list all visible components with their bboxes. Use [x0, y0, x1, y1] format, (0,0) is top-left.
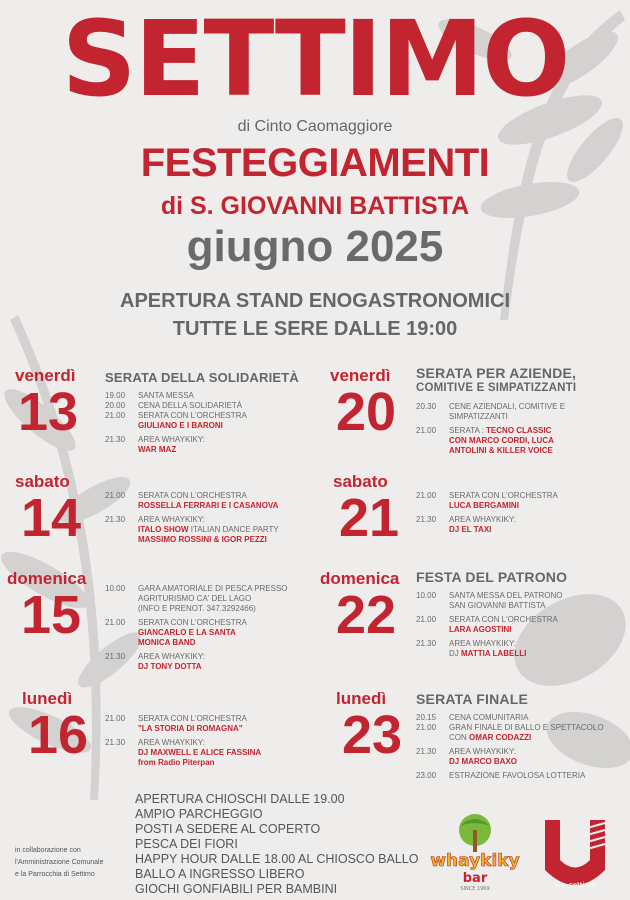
schedule-row — [105, 421, 310, 431]
schedule-desc: SIMPATIZZANTI — [449, 412, 508, 421]
schedule-time: 21.00 — [416, 426, 437, 435]
day-name: lunedì — [336, 689, 387, 708]
desc-part: ITALIAN DANCE PARTY — [188, 525, 279, 534]
day-name: sabato — [15, 472, 70, 491]
us-label: u.s. settimo — [554, 881, 596, 889]
events-21 — [416, 491, 621, 535]
event-heading-2: COMITIVE E SIMPATIZZANTI — [416, 382, 577, 394]
collab-line: e la Parrocchia di Settimo — [15, 871, 95, 878]
schedule-time — [416, 757, 449, 767]
schedule-row — [416, 713, 621, 723]
schedule-row — [416, 412, 626, 422]
schedule-time: 21.00 — [105, 618, 126, 627]
schedule-desc: GIANCARLO E LA SANTA — [138, 628, 236, 637]
schedule-time: 10.00 — [416, 591, 437, 600]
festivity-heading: FESTEGGIAMENTI — [140, 141, 490, 185]
info-item: PESCA DEI FIORI — [135, 837, 238, 851]
schedule-desc: DJ MARCO BAXO — [449, 757, 518, 766]
events-13 — [105, 370, 310, 455]
schedule-row — [416, 591, 621, 601]
logo-bar: bar — [462, 871, 488, 886]
us-settimo-logo — [540, 815, 610, 895]
schedule-row — [416, 402, 626, 412]
schedule-time — [105, 604, 138, 614]
day-name: domenica — [320, 569, 400, 588]
schedule-time — [416, 501, 449, 511]
schedule-time — [416, 733, 449, 743]
schedule-time — [105, 445, 138, 455]
schedule-row — [105, 445, 310, 455]
schedule-time: 20.15 — [416, 713, 437, 722]
logo-word: whaykiky — [430, 851, 520, 871]
schedule-row — [105, 652, 310, 662]
schedule-row — [105, 638, 310, 648]
schedule-desc: AREA WHAYKIKY: — [138, 652, 205, 661]
schedule-time — [105, 724, 138, 734]
schedule-desc: SERATA CON L'ORCHESTRA — [449, 615, 558, 624]
schedule-row — [416, 649, 621, 659]
day-16 — [22, 689, 89, 765]
schedule-row — [105, 501, 310, 511]
desc-part: OMAR CODAZZI — [469, 733, 532, 742]
schedule-desc — [449, 733, 621, 743]
schedule-row — [416, 747, 621, 757]
day-name: sabato — [333, 472, 388, 491]
opening-line-1: APERTURA STAND ENOGASTRONOMICI — [120, 290, 510, 312]
desc-part: CON — [449, 733, 469, 742]
schedule-desc: SAN GIOVANNI BATTISTA — [449, 601, 546, 610]
opening-line-2: TUTTE LE SERE DALLE 19:00 — [172, 318, 458, 340]
schedule-row — [105, 628, 310, 638]
info-item: HAPPY HOUR DALLE 18.00 AL CHIOSCO BALLO — [135, 852, 419, 866]
schedule-desc: SERATA CON L'ORCHESTRA — [138, 411, 247, 420]
schedule-row — [105, 515, 310, 525]
schedule-time: 21.00 — [416, 491, 437, 500]
schedule-desc: GARA AMATORIALE DI PESCA PRESSO — [138, 584, 288, 593]
schedule-row — [416, 757, 621, 767]
schedule-desc: WAR MAZ — [138, 445, 177, 454]
day-number: 22 — [336, 585, 397, 645]
day-number: 16 — [28, 705, 89, 765]
schedule-desc: DJ TONY DOTTA — [138, 662, 202, 671]
schedule-desc: ROSSELLA FERRARI E I CASANOVA — [138, 501, 279, 510]
schedule-time — [416, 649, 449, 659]
day-number: 13 — [18, 382, 79, 442]
schedule-row — [416, 436, 626, 446]
schedule-time: 21.30 — [105, 435, 126, 444]
schedule-row — [416, 491, 621, 501]
schedule-desc: SANTA MESSA — [138, 391, 194, 400]
event-heading: FESTA DEL PATRONO — [416, 569, 568, 585]
schedule-time: 21.30 — [416, 515, 437, 524]
desc-part: ITALO SHOW — [138, 525, 189, 534]
schedule-desc: SERATA CON L'ORCHESTRA — [449, 491, 558, 500]
schedule-row — [416, 601, 621, 611]
event-heading: SERATA PER AZIENDE, — [416, 365, 577, 381]
schedule-desc: SANTA MESSA DEL PATRONO — [449, 591, 563, 600]
schedule-row — [105, 435, 310, 445]
schedule-time — [105, 628, 138, 638]
schedule-row — [416, 625, 621, 635]
desc-part: SERATA : — [449, 426, 487, 435]
schedule-time — [416, 625, 449, 635]
events-20 — [416, 366, 626, 456]
schedule-time — [416, 436, 449, 446]
desc-part: DJ — [449, 649, 461, 658]
info-item: APERTURA CHIOSCHI DALLE 19.00 — [135, 792, 345, 806]
schedule-desc: ANTOLINI & KILLER VOICE — [449, 446, 553, 455]
schedule-desc: LUCA BERGAMINI — [449, 501, 519, 510]
info-item: BALLO A INGRESSO LIBERO — [135, 867, 305, 881]
schedule-desc: ESTRAZIONE FAVOLOSA LOTTERIA — [449, 771, 586, 780]
schedule-row — [416, 426, 626, 436]
schedule-time: 21.30 — [416, 639, 437, 648]
day-name: domenica — [7, 569, 87, 588]
schedule-desc: AREA WHAYKIKY: — [449, 747, 516, 756]
desc-part: MATTIA LABELLI — [461, 649, 527, 658]
schedule-desc: SERATA CON L'ORCHESTRA — [138, 491, 247, 500]
schedule-row — [416, 446, 626, 456]
schedule-desc: AREA WHAYKIKY: — [138, 515, 205, 524]
day-name: venerdì — [330, 366, 391, 385]
schedule-time — [416, 412, 449, 422]
day-number: 23 — [342, 705, 403, 765]
schedule-desc: SERATA CON L'ORCHESTRA — [138, 714, 247, 723]
schedule-row — [105, 584, 310, 594]
schedule-desc: CON MARCO CORDI, LUCA — [449, 436, 554, 445]
day-name: venerdì — [15, 366, 76, 385]
schedule-row — [105, 724, 310, 734]
day-number: 14 — [21, 488, 82, 548]
schedule-desc: CENA DELLA SOLIDARIETÀ — [138, 401, 243, 410]
schedule-row — [105, 491, 310, 501]
schedule-time — [105, 501, 138, 511]
day-15 — [7, 569, 87, 645]
schedule-time — [105, 748, 138, 758]
schedule-row — [105, 391, 310, 401]
schedule-desc: AREA WHAYKIKY: — [138, 435, 205, 444]
schedule-desc: AREA WHAYKIKY: — [449, 639, 516, 648]
schedule-desc: AREA WHAYKIKY: — [138, 738, 205, 747]
schedule-desc: "LA STORIA DI ROMAGNA" — [138, 724, 243, 733]
event-title: SETTIMO — [61, 0, 569, 120]
schedule-time: 21.30 — [416, 747, 437, 756]
day-13 — [15, 366, 79, 442]
events-16 — [105, 714, 310, 768]
collab-line: in collaborazione con — [15, 847, 81, 854]
schedule-time: 21.00 — [105, 714, 126, 723]
schedule-time — [105, 662, 138, 672]
schedule-desc: GIULIANO E I BARONI — [138, 421, 223, 430]
day-22 — [320, 569, 400, 645]
logo-since: SINCE 1969 — [460, 886, 490, 892]
schedule-row — [105, 594, 310, 604]
schedule-time — [105, 638, 138, 648]
schedule-desc — [138, 758, 310, 768]
schedule-desc: DJ MAXWELL E ALICE FASSINA — [138, 748, 262, 757]
desc-part: from Radio Piterpan — [138, 758, 215, 767]
schedule-time: 21.00 — [416, 615, 437, 624]
schedule-time — [105, 525, 138, 535]
schedule-time — [105, 594, 138, 604]
day-number: 20 — [336, 382, 397, 442]
day-20 — [330, 366, 397, 442]
events-14 — [105, 491, 310, 545]
schedule-time: 21.00 — [105, 491, 126, 500]
schedule-desc: CENE AZIENDALI, COMITIVE E — [449, 402, 566, 411]
schedule-time — [105, 535, 138, 545]
schedule-desc: AGRITURISMO CA' DEL LAGO — [138, 594, 252, 603]
schedule-row — [416, 639, 621, 649]
schedule-row — [416, 615, 621, 625]
day-23 — [336, 689, 403, 765]
schedule-time: 21.00 — [105, 411, 126, 420]
event-heading: SERATA DELLA SOLIDARIETÀ — [105, 370, 300, 385]
day-number: 15 — [21, 585, 82, 645]
schedule-desc: CENA COMUNITARIA — [449, 713, 529, 722]
schedule-desc: (INFO E PRENOT. 347.3292466) — [138, 604, 256, 613]
schedule-time — [105, 421, 138, 431]
collab-line: l'Amministrazione Comunale — [15, 859, 104, 866]
schedule-desc: MASSIMO ROSSINI & IGOR PEZZI — [138, 535, 267, 544]
schedule-desc — [138, 525, 310, 535]
palm-tree-icon — [459, 814, 491, 852]
schedule-time: 21.30 — [105, 652, 126, 661]
info-item: AMPIO PARCHEGGIO — [135, 807, 263, 821]
schedule-row — [105, 535, 310, 545]
schedule-time — [416, 525, 449, 535]
schedule-desc: GRAN FINALE DI BALLO E SPETTACOLO — [449, 723, 604, 732]
info-list — [135, 792, 435, 897]
schedule-time: 21.30 — [105, 738, 126, 747]
event-heading: SERATA FINALE — [416, 691, 529, 707]
day-21 — [333, 472, 400, 548]
schedule-row — [105, 738, 310, 748]
schedule-desc: LARA AGOSTINI — [449, 625, 512, 634]
month-year: giugno 2025 — [186, 222, 444, 271]
saint-heading: di S. GIOVANNI BATTISTA — [160, 192, 470, 220]
desc-part: TECNO CLASSIC — [486, 426, 552, 435]
schedule-row — [105, 525, 310, 535]
schedule-time — [416, 601, 449, 611]
day-14 — [15, 472, 82, 548]
schedule-row — [105, 758, 310, 768]
schedule-desc: DJ EL TAXI — [449, 525, 492, 534]
schedule-time — [416, 446, 449, 456]
schedule-row — [105, 714, 310, 724]
schedule-row — [105, 604, 310, 614]
event-location: di Cinto Caomaggiore — [237, 118, 393, 135]
schedule-time: 23.00 — [416, 771, 437, 780]
schedule-time: 10.00 — [105, 584, 126, 593]
schedule-row — [416, 771, 621, 781]
day-name: lunedì — [22, 689, 73, 708]
schedule-row — [105, 411, 310, 421]
schedule-row — [105, 618, 310, 628]
schedule-desc: AREA WHAYKIKY: — [449, 515, 516, 524]
schedule-time: 19.00 — [105, 391, 126, 400]
schedule-time: 21.00 — [416, 723, 437, 732]
info-item: GIOCHI GONFIABILI PER BAMBINI — [135, 882, 338, 896]
schedule-row — [416, 525, 621, 535]
schedule-row — [105, 401, 310, 411]
events-23 — [416, 692, 621, 781]
schedule-row — [105, 662, 310, 672]
schedule-desc — [449, 649, 621, 659]
schedule-row — [416, 723, 621, 733]
schedule-row — [416, 515, 621, 525]
schedule-row — [416, 501, 621, 511]
whaykiky-bar-logo — [430, 812, 520, 892]
events-15 — [105, 584, 310, 672]
schedule-desc: MONICA BAND — [138, 638, 196, 647]
info-item: POSTI A SEDERE AL COPERTO — [135, 822, 321, 836]
schedule-time — [105, 758, 138, 768]
events-22 — [416, 570, 621, 659]
schedule-row — [416, 733, 621, 743]
schedule-time: 20.00 — [105, 401, 126, 410]
schedule-row — [105, 748, 310, 758]
schedule-desc — [449, 426, 626, 436]
schedule-time: 21.30 — [105, 515, 126, 524]
schedule-desc: SERATA CON L'ORCHESTRA — [138, 618, 247, 627]
collaboration-note — [15, 845, 103, 881]
day-number: 21 — [339, 488, 400, 548]
schedule-time: 20.30 — [416, 402, 437, 411]
